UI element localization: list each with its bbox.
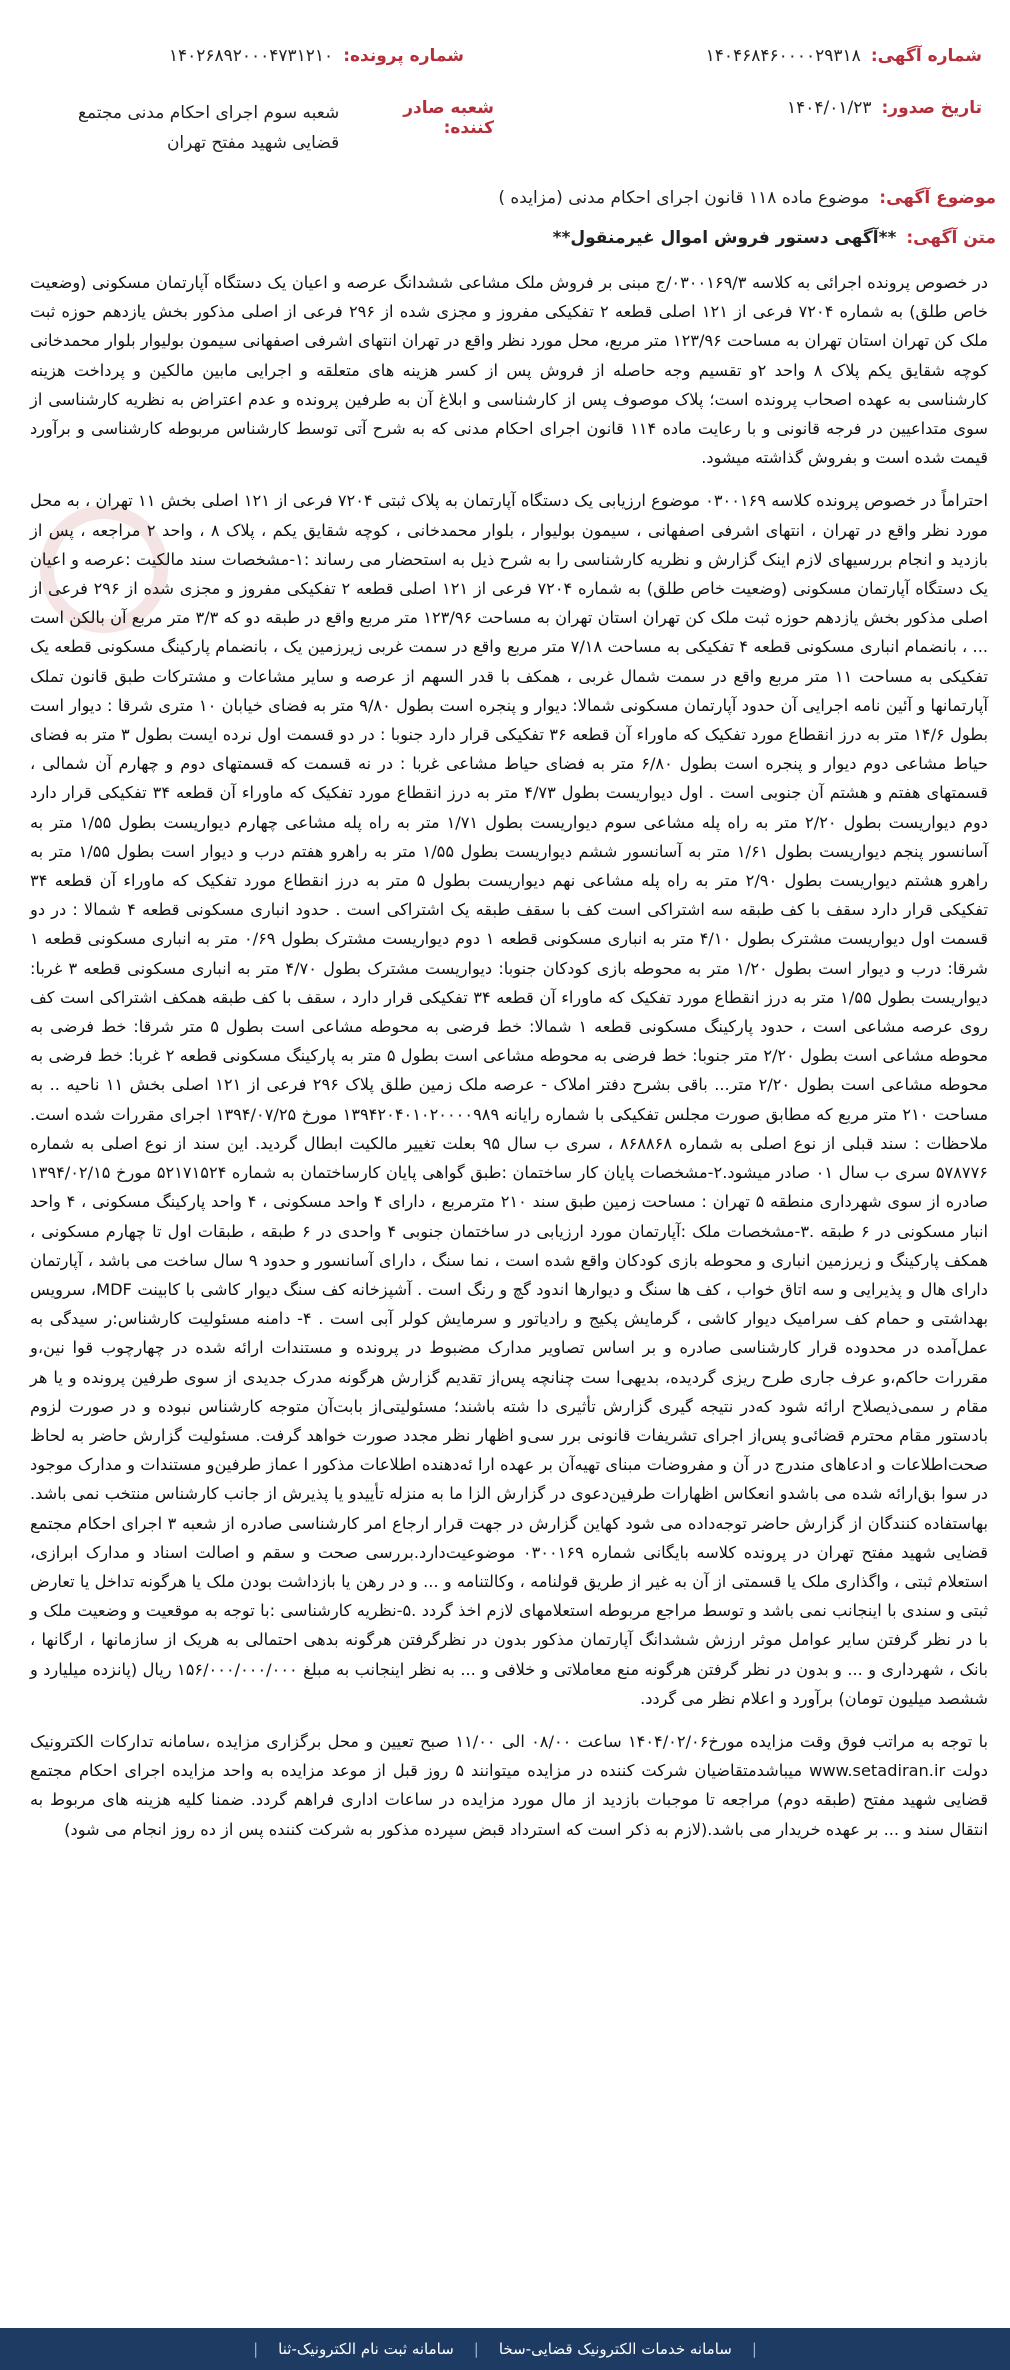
case-number: ۱۴۰۲۶۸۹۲۰۰۰۴۷۳۱۲۱۰ [168, 46, 334, 66]
issuing-court-row [44, 98, 494, 158]
paragraph-appraisal: احتراماً در خصوص پرونده کلاسه ۰۳۰۰۱۶۹ موضوع ارزیابی یک دستگاه آپارتمان به پلاک ثبتی ۷۲۰۴ فرعی از ۱۲۱ اصلی بخش ۱۱ تهران ، به محل مورد نظر واقع در تهران ، انتهای اشرفی اصفهانی ، سیمون بولیوار ، بلوار محمدخانی ، کوچه شقایق یکم ، پلاک ۸ ، واحد ۲ مراجعه ، پس از بازدید و انجام بررسیهای لازم اینک گزارش و نظریه کارشناسی را به شرح ذیل به استحضار می رساند :۱-مشخصات سند مالکیت :عرصه و اعیان یک دستگاه آپارتمان مسکونی (وضعیت خاص طلق) به شماره ۷۲۰۴ فرعی از ۱۲۱ اصلی قطعه ۲ تفکیکی مفروز و مجزی شده از ۲۹۶ فرعی از اصلی مذکور بخش یازدهم حوزه ثبت ملک کن تهران استان تهران به مساحت ۱۲۳/۹۶ متر مربع واقع در طبقه دو که ۳/۳ متر مربع آن بالکن است ... ، بانضمام انباری مسکونی قطعه ۴ تفکیکی به مساحت ۷/۱۸ متر مربع واقع در سمت غربی زیرزمین یک ، بانضمام پارکینگ مسکونی قطعه یک تفکیکی به مساحت ۱۱ متر مربع واقع در سمت شمال غربی ، همکف با قدر السهم از عرصه و سایر مشاعات و مشترکات طبق قانون تملک آپارتمانها و آئین نامه اجرایی آن حدود آپارتمان مسکونی شمالا: دیوار و پنجره است بطول ۹/۸۰ متر به فضای خیابان ۱۰ متری شرقا : دیوار است بطول ۱۴/۶ متر به درز انقطاع مورد تفکیک که ماوراء آن قطعه ۳۶ تفکیکی قرار دارد جنوبا : در دو قسمت اول نرده ایست بطول ۳ متر به فضای حیاط مشاعی دوم دیوار و پنجره است بطول ۶/۸۰ متر به فضای حیاط مشاعی غربا : در نه قسمت که قسمتهای دوم و چهارم آن شمالی ، قسمتهای هفتم و هشتم آن جنوبی است . اول دیواریست بطول ۴/۷۳ متر به درز انقطاع مورد تفکیک که ماوراء آن قطعه ۳۴ تفکیکی قرار دارد دوم دیواریست بطول ۲/۲۰ متر به راه پله مشاعی سوم دیواریست بطول ۱/۷۱ متر به راه پله مشاعی چهارم دیواریست بطول ۱/۵۵ متر به آسانسور پنجم دیواریست بطول ۱/۶۱ متر به آسانسور ششم دیواریست بطول ۱/۵۵ متر به راهرو هفتم درب و دیوار است بطول ۱/۵۵ متر به راهرو هشتم دیواریست بطول ۲/۹۰ متر به راه پله مشاعی نهم دیواریست بطول ۵ متر به درز انقطاع مورد تفکیک که ماوراء آن قطعه ۳۴ تفکیکی قرار دارد سقف با کف طبقه سه اشتراکی است کف با سقف طبقه یک اشتراکی است . حدود انباری مسکونی قطعه ۴ شمالا : در دو قسمت اول دیواریست مشترک بطول ۴/۱۰ متر به انباری مسکونی قطعه ۱ دوم دیواریست مشترک بطول ۰/۶۹ متر به انباری مسکونی قطعه ۱ شرقا: درب و دیوار است بطول ۱/۲۰ متر به محوطه بازی کودکان جنوبا: دیواریست مشترک بطول ۴/۷۰ متر به انباری مسکونی قطعه ۳ غربا: دیواریست بطول ۱/۵۵ متر به درز انقطاع مورد تفکیک که ماوراء آن قطعه ۳۴ تفکیکی قرار دارد ، سقف با کف طبقه همکف اشتراکی است کف روی عرصه مشاعی است ، حدود پارکینگ مسکونی قطعه ۱ شمالا: خط فرضی به محوطه مشاعی است بطول ۵ متر شرقا: خط فرضی به محوطه مشاعی است بطول ۲/۲۰ متر جنوبا: خط فرضی به محوطه مشاعی است بطول ۵ متر به پارکینگ مسکونی قطعه ۲ غربا: خط فرضی به محوطه مشاعی است بطول ۲/۲۰ متر... باقی بشرح دفتر املاک - عرصه ملک زمین طلق پلاک ۲۹۶ فرعی از ۱۲۱ اصلی بخش ۱۱ ناحیه .. به مساحت ۲۱۰ متر مربع که مطابق صورت مجلس تفکیکی با شماره رایانه ۱۳۹۴۲۰۴۰۱۰۲۰۰۰۰۹۸۹ مورخ ۱۳۹۴/۰۷/۲۵ اجرای مقررات شده است. ملاحظات : سند قبلی از نوع اصلی به شماره ۸۶۸۸۶۸ ، سری ب سال ۹۵ بعلت تغییر مالکیت ابطال گردید. این سند از نوع اصلی به شماره ۵۷۸۷۷۶ سری ب سال ۰۱ صادر میشود.۲-مشخصات پایان کار ساختمان :طبق گواهی پایان کارساختمان به شماره ۵۲۱۷۱۵۲۴ مورخ ۱۳۹۴/۰۲/۱۵ صادره از سوی شهرداری منطقه ۵ تهران : مساحت زمین طبق سند ۲۱۰ مترمربع ، دارای ۴ واحد مسکونی ، ۴ واحد پارکینگ مسکونی ، ۴ واحد انبار مسکونی در ۶ طبقه .۳-مشخصات ملک :آپارتمان مورد ارزیابی در ساختمان جنوبی ۴ واحدی در ۶ طبقه ، طبقات اول تا چهارم مسکونی ، همکف پارکینگ و زیرزمین انباری و محوطه بازی کودکان واقع شده است ، نما سنگ ، دارای آسانسور و حدود ۹ سال ساخت می باشد ، آپارتمان دارای هال و پذیرایی و سه اتاق خواب ، کف ها سنگ و دیوارها اندود گچ و رنگ است . آشپزخانه کف سنگ دیوار کاشی با کابینت MDF، سرویس بهداشتی و حمام کف سرامیک دیوار کاشی ، گرمایش پکیج و رادیاتور و سرمایش کولر آبی است . ۴- دامنه مسئولیت کارشناس:ر سیدگی به عمل‌آمده در محدوده قرار کارشناسی صادره و بر اساس تصاویر مدارک مضبوط در پرونده و مستندات ارائه شده در چهارچوب قوا نین،و مقررات حاکم،و عرف جاری طرح ریزی گردیده، بدیهی‌ا ست چنانچه پس‌از تقدیم گزارش هرگونه مدرک جدیدی از سوی طرفین پرونده و یا هر مقام ر سمی‌ذیصلاح ارائه شود که‌در نتیجه گیری گزارش تأثیری دا شته باشند؛ مسئولیتی‌از بابت‌آن متوجه کارشناس نبوده و در صورت لزوم بادستور مقام محترم قضائی‌و پس‌از اجرای تشریفات قانونی برر سی‌و اظهار نظر مجدد صورت خواهد گرفت. مسئولیت گزارش حاضر به لحاظ صحت‌اطلاعات و ادعاهای مندرج در آن و مفروضات مبنای تهیه‌آن بر عهده ارا ئه‌دهنده اطلاعات مذکور ا عماز طرفین‌و مستندات و مدارک موجود در سوا بق‌ارائه شده می باشدو انعکاس اظهارات طرفین‌دعوی در گزارش الزا ما به منزله تأییدو یا پذیرش از جانب کارشناس منتخب نمی باشد. بهاستفاده کنندگان از گزارش حاضر توجه‌داده می شود کهاین گزارش در جهت قرار ارجاع امر کارشناسی صادره از شعبه ۳ اجرای احکام مجتمع قضایی شهید مفتح تهران در پرونده کلاسه بایگانی شماره ۰۳۰۰۱۶۹ موضوعیت‌دارد.بررسی صحت و سقم و اصالت اسناد و مدارک ابرازی، استعلام ثبتی ، واگذاری ملک یا قسمتی از آن به غیر از طریق قولنامه ، وکالتنامه و ... و در رهن یا بازداشت بودن ملک یا هرگونه تداخل یا تعارض ثبتی و سندی با اینجانب نمی باشد و توسط مراجع مربوطه استعلامهای لازم اخذ گردد .۵-نظریه کارشناسی :با توجه به موقعیت و وضعیت ملک و با در نظر گرفتن سایر عوامل موثر ارزش ششدانگ آپارتمان مذکور بدون در نظرگرفتن هرگونه بدهی احتمالی به هریک از سازمانها ، ارگانها ، بانک ، شهرداری و ... و بدون در نظر گرفتن هرگونه منع معاملاتی و خلافی و ... به نظر اینجانب به مبلغ ۱۵۶/۰۰۰/۰۰۰/۰۰۰ ریال (پانزده میلیارد و ششصد میلیون تومان) برآورد و اعلام نظر می گردد. [30, 491, 989, 1708]
paragraph-intro: در خصوص پرونده اجرائی به کلاسه ۰۳۰۰۱۶۹/۳/ج مبنی بر فروش ملک مشاعی ششدانگ عرصه و اعیان یک دستگاه آپارتمان مسکونی (وضعیت خاص طلق) به شماره ۷۲۰۴ فرعی از ۱۲۱ اصلی قطعه ۲ تفکیکی مفروز و مجزی شده از ۲۹۶ فرعی از اصلی مذکور بخش یازدهم حوزه ثبت ملک کن تهران استان تهران به مساحت ۱۲۳/۹۶ متر مربع، محل مورد نظر واقع در تهران انتهای اشرفی اصفهانی سیمون بولیوار بلوار محمدخانی کوچه شقایق یکم پلاک ۸ واحد ۲و تقسیم وجه حاصله از فروش پس از کسر هزینه های متعلقه و اجرایی مابین مالکین و پرداخت هزینه کارشناسی به عهده اصحاب پرونده است؛ پلاک موصوف پس از کارشناسی و ابلاغ آن به طرفین پرونده و عدم اعتراض به نظریه کارشناسی از سوی متداعیین در فرجه قانونی و با رعایت ماده ۱۱۴ قانون اجرای احکام مدنی که به شرح آتی توسط کارشناس مربوطه کارشناسی و برآورد قیمت شده است و بفروش گذاشته میشود. [30, 273, 988, 468]
footer-link-sakha[interactable]: سامانه خدمات الکترونیک قضایی-سخا [498, 2340, 732, 2358]
issuing-court-label: شعبه صادر کننده: [403, 98, 494, 138]
footer-link-sana[interactable]: سامانه ثبت نام الکترونیک-ثنا [278, 2340, 454, 2358]
footer-bar: | سامانه خدمات الکترونیک قضایی-سخا | سامانه ثبت نام الکترونیک-ثنا | [0, 2328, 1010, 2370]
ad-number-row [706, 46, 982, 66]
text-title: **آگهی دستور فروش اموال غیرمنقول** [552, 228, 897, 248]
issuing-court: شعبه سوم اجرای احکام مدنی مجتمع قضایی شهید مفتح تهران [77, 103, 340, 153]
ad-number-label: شماره آگهی: [870, 46, 982, 66]
case-number-label: شماره پرونده: [343, 46, 464, 66]
paragraph-auction: با توجه به مراتب فوق وقت مزایده مورخ۱۴۰۴/۰۲/۰۶ ساعت ۰۸/۰۰ الی ۱۱/۰۰ صبح تعیین و محل برگزاری مزایده ،سامانه تدارکات الکترونیک دولت www.setadiran.ir میباشدمتقاضیان شرکت کننده در مزایده میتوانند ۵ روز قبل از موعد مزایده به واحد مزایده اجرای احکام مجتمع قضایی شهید مفتح (طبقه دوم) مراجعه تا موجبات بازدید از مال مورد مزایده در ساعات اداری فراهم گردد. ضمنا کلیه هزینه های مربوط به انتقال سند و ... بر عهده خریدار می باشد.(لازم به ذکر است که استرداد قبض سپرده مذکور به شرکت کننده پس از ده روز انجام می شود) [30, 1731, 989, 1839]
issue-date-row [787, 98, 982, 118]
case-number-row [14, 46, 464, 66]
subject-value: موضوع ماده ۱۱۸ قانون اجرای احکام مدنی (مزایده ) [498, 188, 870, 208]
issue-date-label: تاریخ صدور: [881, 98, 982, 118]
notice-subject-row [498, 188, 996, 208]
subject-label: موضوع آگهی: [879, 188, 996, 208]
notice-header [14, 34, 996, 174]
text-label: متن آگهی: [906, 228, 996, 248]
ad-number: ۱۴۰۴۶۸۴۶۰۰۰۰۲۹۳۱۸ [705, 46, 861, 66]
notice-text-title-row [553, 228, 996, 248]
notice-body [30, 268, 988, 1858]
issue-date: ۱۴۰۴/۰۱/۲۳ [786, 98, 872, 118]
